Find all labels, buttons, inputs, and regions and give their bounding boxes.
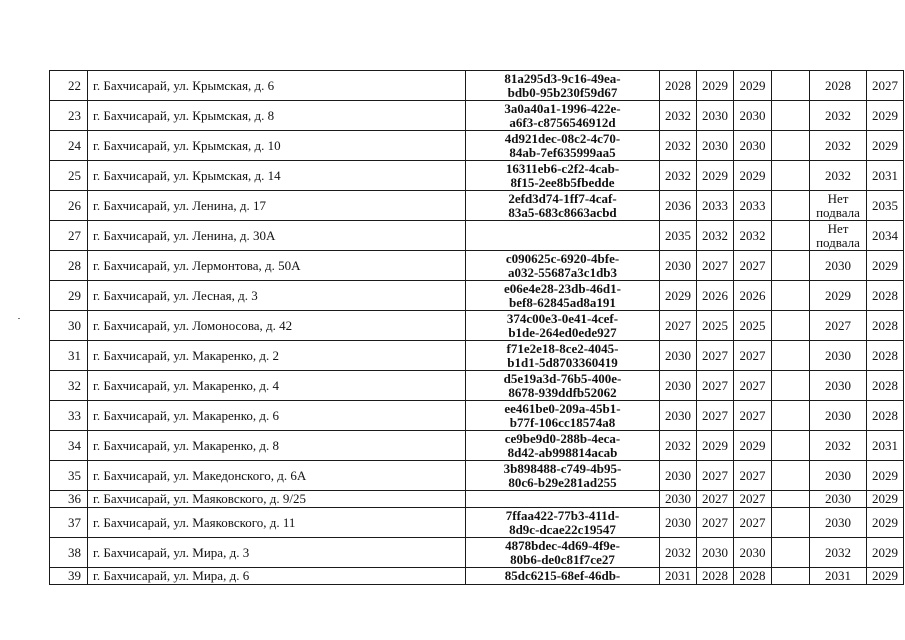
row-year-1: 2036 bbox=[660, 191, 697, 221]
row-guid bbox=[466, 371, 660, 401]
table-row bbox=[50, 131, 904, 161]
row-year-3: 2029 bbox=[734, 71, 772, 101]
row-year-3: 2030 bbox=[734, 538, 772, 568]
row-guid bbox=[466, 251, 660, 281]
table-row bbox=[50, 101, 904, 131]
row-address: г. Бахчисарай, ул. Лесная, д. 3 bbox=[88, 281, 466, 311]
row-guid-line-2: 84ab-7ef635999aa5 bbox=[509, 144, 616, 160]
row-year-2: 2033 bbox=[697, 191, 734, 221]
row-guid-line-1: 81a295d3-9c16-49ea- bbox=[504, 70, 621, 86]
row-number: 24 bbox=[50, 131, 88, 161]
row-guid bbox=[466, 131, 660, 161]
row-address: г. Бахчисарай, ул. Крымская, д. 14 bbox=[88, 161, 466, 191]
row-year-5-value: 2028 bbox=[825, 77, 851, 93]
row-note-line-2: подвала bbox=[816, 204, 860, 220]
row-year-1: 2032 bbox=[660, 161, 697, 191]
table-row bbox=[50, 401, 904, 431]
row-year-1: 2030 bbox=[660, 401, 697, 431]
row-guid-line-1: 2efd3d74-1ff7-4caf- bbox=[508, 190, 617, 206]
row-guid bbox=[466, 311, 660, 341]
row-year-5-value: 2030 bbox=[825, 347, 851, 363]
row-year-6: 2028 bbox=[867, 401, 904, 431]
row-year-3: 2027 bbox=[734, 371, 772, 401]
row-year-5 bbox=[810, 508, 867, 538]
row-address: г. Бахчисарай, ул. Мира, д. 6 bbox=[88, 568, 466, 585]
row-year-5-value: 2029 bbox=[825, 287, 851, 303]
row-address: г. Бахчисарай, ул. Маяковского, д. 11 bbox=[88, 508, 466, 538]
row-year-4 bbox=[772, 251, 810, 281]
table-row bbox=[50, 191, 904, 221]
row-year-2: 2027 bbox=[697, 401, 734, 431]
table-row bbox=[50, 508, 904, 538]
row-number: 33 bbox=[50, 401, 88, 431]
row-year-4 bbox=[772, 101, 810, 131]
row-year-6: 2028 bbox=[867, 341, 904, 371]
row-address: г. Бахчисарай, ул. Макаренко, д. 8 bbox=[88, 431, 466, 461]
row-note-line-2: подвала bbox=[816, 234, 860, 250]
row-guid-line-2: b77f-106cc18574a8 bbox=[509, 414, 616, 430]
row-number: 32 bbox=[50, 371, 88, 401]
row-year-6: 2027 bbox=[867, 71, 904, 101]
row-year-6: 2031 bbox=[867, 431, 904, 461]
row-year-3: 2033 bbox=[734, 191, 772, 221]
row-guid-line-1: 16311eb6-c2f2-4cab- bbox=[505, 160, 620, 176]
row-year-2: 2028 bbox=[697, 568, 734, 585]
row-guid-line-2: a032-55687a3c1db3 bbox=[507, 264, 618, 280]
row-year-5-value: 2030 bbox=[825, 514, 851, 530]
row-guid bbox=[466, 191, 660, 221]
row-year-2: 2030 bbox=[697, 538, 734, 568]
row-year-5 bbox=[810, 491, 867, 508]
row-year-2: 2029 bbox=[697, 161, 734, 191]
row-number: 25 bbox=[50, 161, 88, 191]
row-number: 27 bbox=[50, 221, 88, 251]
row-guid bbox=[466, 281, 660, 311]
row-year-5 bbox=[810, 311, 867, 341]
row-year-5-value: 2030 bbox=[825, 467, 851, 483]
row-number: 23 bbox=[50, 101, 88, 131]
row-guid bbox=[466, 491, 660, 508]
row-year-1: 2030 bbox=[660, 371, 697, 401]
row-year-5-value: 2030 bbox=[825, 491, 851, 506]
row-guid-line-2: b1de-264ed0ede927 bbox=[508, 324, 617, 340]
row-year-4 bbox=[772, 568, 810, 585]
row-number: 36 bbox=[50, 491, 88, 508]
row-guid-line-1: ee461be0-209a-45b1- bbox=[504, 400, 621, 416]
row-year-3: 2026 bbox=[734, 281, 772, 311]
row-year-4 bbox=[772, 538, 810, 568]
table-row bbox=[50, 311, 904, 341]
row-year-6: 2029 bbox=[867, 568, 904, 585]
row-year-5-value: 2030 bbox=[825, 407, 851, 423]
row-year-2: 2026 bbox=[697, 281, 734, 311]
row-year-2: 2030 bbox=[697, 131, 734, 161]
row-year-3: 2027 bbox=[734, 461, 772, 491]
row-year-1: 2028 bbox=[660, 71, 697, 101]
row-year-3: 2028 bbox=[734, 568, 772, 585]
row-year-3: 2029 bbox=[734, 161, 772, 191]
row-year-2: 2027 bbox=[697, 341, 734, 371]
row-address: г. Бахчисарай, ул. Крымская, д. 8 bbox=[88, 101, 466, 131]
row-year-6: 2029 bbox=[867, 538, 904, 568]
row-year-5-value: 2032 bbox=[825, 544, 851, 560]
row-guid-line-1: d5e19a3d-76b5-400e- bbox=[503, 370, 622, 386]
row-year-5 bbox=[810, 71, 867, 101]
row-address: г. Бахчисарай, ул. Ленина, д. 30А bbox=[88, 221, 466, 251]
row-number: 26 bbox=[50, 191, 88, 221]
row-year-6: 2029 bbox=[867, 461, 904, 491]
row-guid bbox=[466, 221, 660, 251]
row-year-2: 2027 bbox=[697, 371, 734, 401]
row-number: 22 bbox=[50, 71, 88, 101]
table-row bbox=[50, 461, 904, 491]
row-guid bbox=[466, 401, 660, 431]
row-guid-line-2: 8f15-2ee8b5fbedde bbox=[510, 174, 615, 190]
row-year-5 bbox=[810, 221, 867, 251]
buildings-table bbox=[49, 70, 904, 585]
row-year-5-value: 2030 bbox=[825, 377, 851, 393]
row-year-4 bbox=[772, 281, 810, 311]
row-year-4 bbox=[772, 401, 810, 431]
table-row bbox=[50, 341, 904, 371]
row-guid bbox=[466, 508, 660, 538]
scan-speck bbox=[18, 318, 20, 319]
row-guid-line-2: 8678-939ddfb52062 bbox=[508, 384, 617, 400]
row-year-2: 2027 bbox=[697, 251, 734, 281]
row-year-1: 2035 bbox=[660, 221, 697, 251]
row-number: 31 bbox=[50, 341, 88, 371]
row-year-5 bbox=[810, 251, 867, 281]
row-year-1: 2029 bbox=[660, 281, 697, 311]
row-year-5 bbox=[810, 538, 867, 568]
row-year-1: 2030 bbox=[660, 251, 697, 281]
row-year-5 bbox=[810, 161, 867, 191]
row-year-5 bbox=[810, 461, 867, 491]
row-guid-line-2: 8d42-ab998814acab bbox=[507, 444, 618, 460]
row-year-5 bbox=[810, 131, 867, 161]
row-year-4 bbox=[772, 311, 810, 341]
row-year-6: 2029 bbox=[867, 508, 904, 538]
row-year-5 bbox=[810, 101, 867, 131]
row-year-6: 2034 bbox=[867, 221, 904, 251]
row-year-6: 2035 bbox=[867, 191, 904, 221]
row-year-1: 2027 bbox=[660, 311, 697, 341]
row-year-2: 2027 bbox=[697, 508, 734, 538]
row-year-3: 2032 bbox=[734, 221, 772, 251]
row-year-5 bbox=[810, 191, 867, 221]
row-address: г. Бахчисарай, ул. Макаренко, д. 2 bbox=[88, 341, 466, 371]
row-year-5-value: 2027 bbox=[825, 317, 851, 333]
row-year-2: 2029 bbox=[697, 71, 734, 101]
row-guid bbox=[466, 71, 660, 101]
row-year-5 bbox=[810, 568, 867, 585]
row-year-1: 2031 bbox=[660, 568, 697, 585]
row-year-2: 2029 bbox=[697, 431, 734, 461]
row-year-6: 2031 bbox=[867, 161, 904, 191]
row-year-6: 2029 bbox=[867, 491, 904, 508]
row-year-5-value: 2030 bbox=[825, 257, 851, 273]
row-guid-line-1: 374c00e3-0e41-4cef- bbox=[506, 310, 619, 326]
row-address: г. Бахчисарай, ул. Македонского, д. 6А bbox=[88, 461, 466, 491]
row-guid-line-2: 8d9c-dcae22c19547 bbox=[509, 521, 616, 537]
row-year-3: 2027 bbox=[734, 251, 772, 281]
row-guid-line-1: 85dc6215-68ef-46db- bbox=[504, 568, 621, 583]
row-year-5 bbox=[810, 371, 867, 401]
table-row bbox=[50, 568, 904, 585]
row-address: г. Бахчисарай, ул. Мира, д. 3 bbox=[88, 538, 466, 568]
row-number: 30 bbox=[50, 311, 88, 341]
row-address: г. Бахчисарай, ул. Макаренко, д. 6 bbox=[88, 401, 466, 431]
row-number: 37 bbox=[50, 508, 88, 538]
row-guid-line-1: 4878bdec-4d69-4f9e- bbox=[505, 537, 620, 553]
table-row bbox=[50, 538, 904, 568]
row-note-line-1: Нет bbox=[827, 190, 849, 206]
row-address: г. Бахчисарай, ул. Ломоносова, д. 42 bbox=[88, 311, 466, 341]
row-guid-line-1: c090625c-6920-4bfe- bbox=[505, 250, 620, 266]
row-guid-line-2: b1d1-5d8703360419 bbox=[507, 354, 618, 370]
row-year-5 bbox=[810, 401, 867, 431]
row-year-3: 2027 bbox=[734, 341, 772, 371]
row-guid-line-2: a6f3-c8756546912d bbox=[509, 114, 616, 130]
row-year-4 bbox=[772, 71, 810, 101]
row-year-3: 2030 bbox=[734, 131, 772, 161]
table-body bbox=[50, 71, 904, 585]
row-year-4 bbox=[772, 341, 810, 371]
row-address: г. Бахчисарай, ул. Лермонтова, д. 50А bbox=[88, 251, 466, 281]
row-year-4 bbox=[772, 461, 810, 491]
row-guid bbox=[466, 431, 660, 461]
row-number: 29 bbox=[50, 281, 88, 311]
table-row bbox=[50, 491, 904, 508]
row-year-5-value: 2032 bbox=[825, 437, 851, 453]
row-year-4 bbox=[772, 431, 810, 461]
row-year-2: 2027 bbox=[697, 461, 734, 491]
row-year-6: 2029 bbox=[867, 251, 904, 281]
row-year-2: 2032 bbox=[697, 221, 734, 251]
row-guid-line-2: 83a5-683c8663acbd bbox=[508, 204, 617, 220]
row-year-3: 2029 bbox=[734, 431, 772, 461]
row-year-6: 2028 bbox=[867, 281, 904, 311]
table-row bbox=[50, 221, 904, 251]
row-year-1: 2032 bbox=[660, 101, 697, 131]
row-year-1: 2030 bbox=[660, 461, 697, 491]
row-guid bbox=[466, 161, 660, 191]
table-row bbox=[50, 371, 904, 401]
row-guid bbox=[466, 568, 660, 585]
table-row bbox=[50, 71, 904, 101]
table-row bbox=[50, 161, 904, 191]
row-year-1: 2030 bbox=[660, 508, 697, 538]
row-guid bbox=[466, 341, 660, 371]
row-year-1: 2032 bbox=[660, 538, 697, 568]
row-year-5-value: 2032 bbox=[825, 137, 851, 153]
row-year-4 bbox=[772, 508, 810, 538]
row-year-2: 2027 bbox=[697, 491, 734, 508]
row-address: г. Бахчисарай, ул. Ленина, д. 17 bbox=[88, 191, 466, 221]
row-year-3: 2027 bbox=[734, 508, 772, 538]
row-guid-line-2: 80b6-de0c81f7ce27 bbox=[510, 551, 615, 567]
row-guid bbox=[466, 101, 660, 131]
row-year-5-value: 2032 bbox=[825, 107, 851, 123]
row-year-4 bbox=[772, 191, 810, 221]
row-year-2: 2025 bbox=[697, 311, 734, 341]
row-year-4 bbox=[772, 221, 810, 251]
row-year-6: 2029 bbox=[867, 131, 904, 161]
row-guid-line-1: ce9be9d0-288b-4eca- bbox=[504, 430, 621, 446]
row-year-3: 2027 bbox=[734, 401, 772, 431]
row-year-3: 2030 bbox=[734, 101, 772, 131]
row-address: г. Бахчисарай, ул. Крымская, д. 10 bbox=[88, 131, 466, 161]
row-year-3: 2027 bbox=[734, 491, 772, 508]
row-year-1: 2030 bbox=[660, 491, 697, 508]
row-year-6: 2028 bbox=[867, 311, 904, 341]
row-number: 34 bbox=[50, 431, 88, 461]
row-guid-line-1: 3a0a40a1-1996-422e- bbox=[504, 100, 621, 116]
row-year-4 bbox=[772, 161, 810, 191]
row-number: 28 bbox=[50, 251, 88, 281]
table-row bbox=[50, 281, 904, 311]
row-guid-line-2: bdb0-95b230f59d67 bbox=[507, 84, 618, 100]
row-year-5 bbox=[810, 341, 867, 371]
row-note-line-1: Нет bbox=[827, 220, 849, 236]
row-guid-line-1: f71e2e18-8ce2-4045- bbox=[506, 340, 619, 356]
row-number: 35 bbox=[50, 461, 88, 491]
row-year-1: 2030 bbox=[660, 341, 697, 371]
row-guid-line-1: e06e4e28-23db-46d1- bbox=[504, 280, 621, 296]
row-year-4 bbox=[772, 371, 810, 401]
row-year-5 bbox=[810, 431, 867, 461]
row-year-6: 2029 bbox=[867, 101, 904, 131]
row-year-5-value: 2031 bbox=[825, 568, 851, 583]
row-guid-line-1: 7ffaa422-77b3-411d- bbox=[505, 507, 620, 523]
row-guid-line-2: bef8-62845ad8a191 bbox=[509, 294, 616, 310]
row-guid-line-2: 80c6-b29e281ad255 bbox=[508, 474, 617, 490]
row-year-2: 2030 bbox=[697, 101, 734, 131]
row-guid bbox=[466, 461, 660, 491]
row-address: г. Бахчисарай, ул. Макаренко, д. 4 bbox=[88, 371, 466, 401]
row-year-5-value: 2032 bbox=[825, 167, 851, 183]
row-year-6: 2028 bbox=[867, 371, 904, 401]
row-guid-line-1: 4d921dec-08c2-4c70- bbox=[504, 130, 621, 146]
row-guid bbox=[466, 538, 660, 568]
row-number: 38 bbox=[50, 538, 88, 568]
row-number: 39 bbox=[50, 568, 88, 585]
row-guid-line-1: 3b898488-c749-4b95- bbox=[503, 460, 622, 476]
row-address: г. Бахчисарай, ул. Крымская, д. 6 bbox=[88, 71, 466, 101]
row-year-1: 2032 bbox=[660, 431, 697, 461]
row-address: г. Бахчисарай, ул. Маяковского, д. 9/25 bbox=[88, 491, 466, 508]
row-year-4 bbox=[772, 491, 810, 508]
table-row bbox=[50, 251, 904, 281]
row-year-4 bbox=[772, 131, 810, 161]
table-row bbox=[50, 431, 904, 461]
row-year-3: 2025 bbox=[734, 311, 772, 341]
row-year-1: 2032 bbox=[660, 131, 697, 161]
row-year-5 bbox=[810, 281, 867, 311]
